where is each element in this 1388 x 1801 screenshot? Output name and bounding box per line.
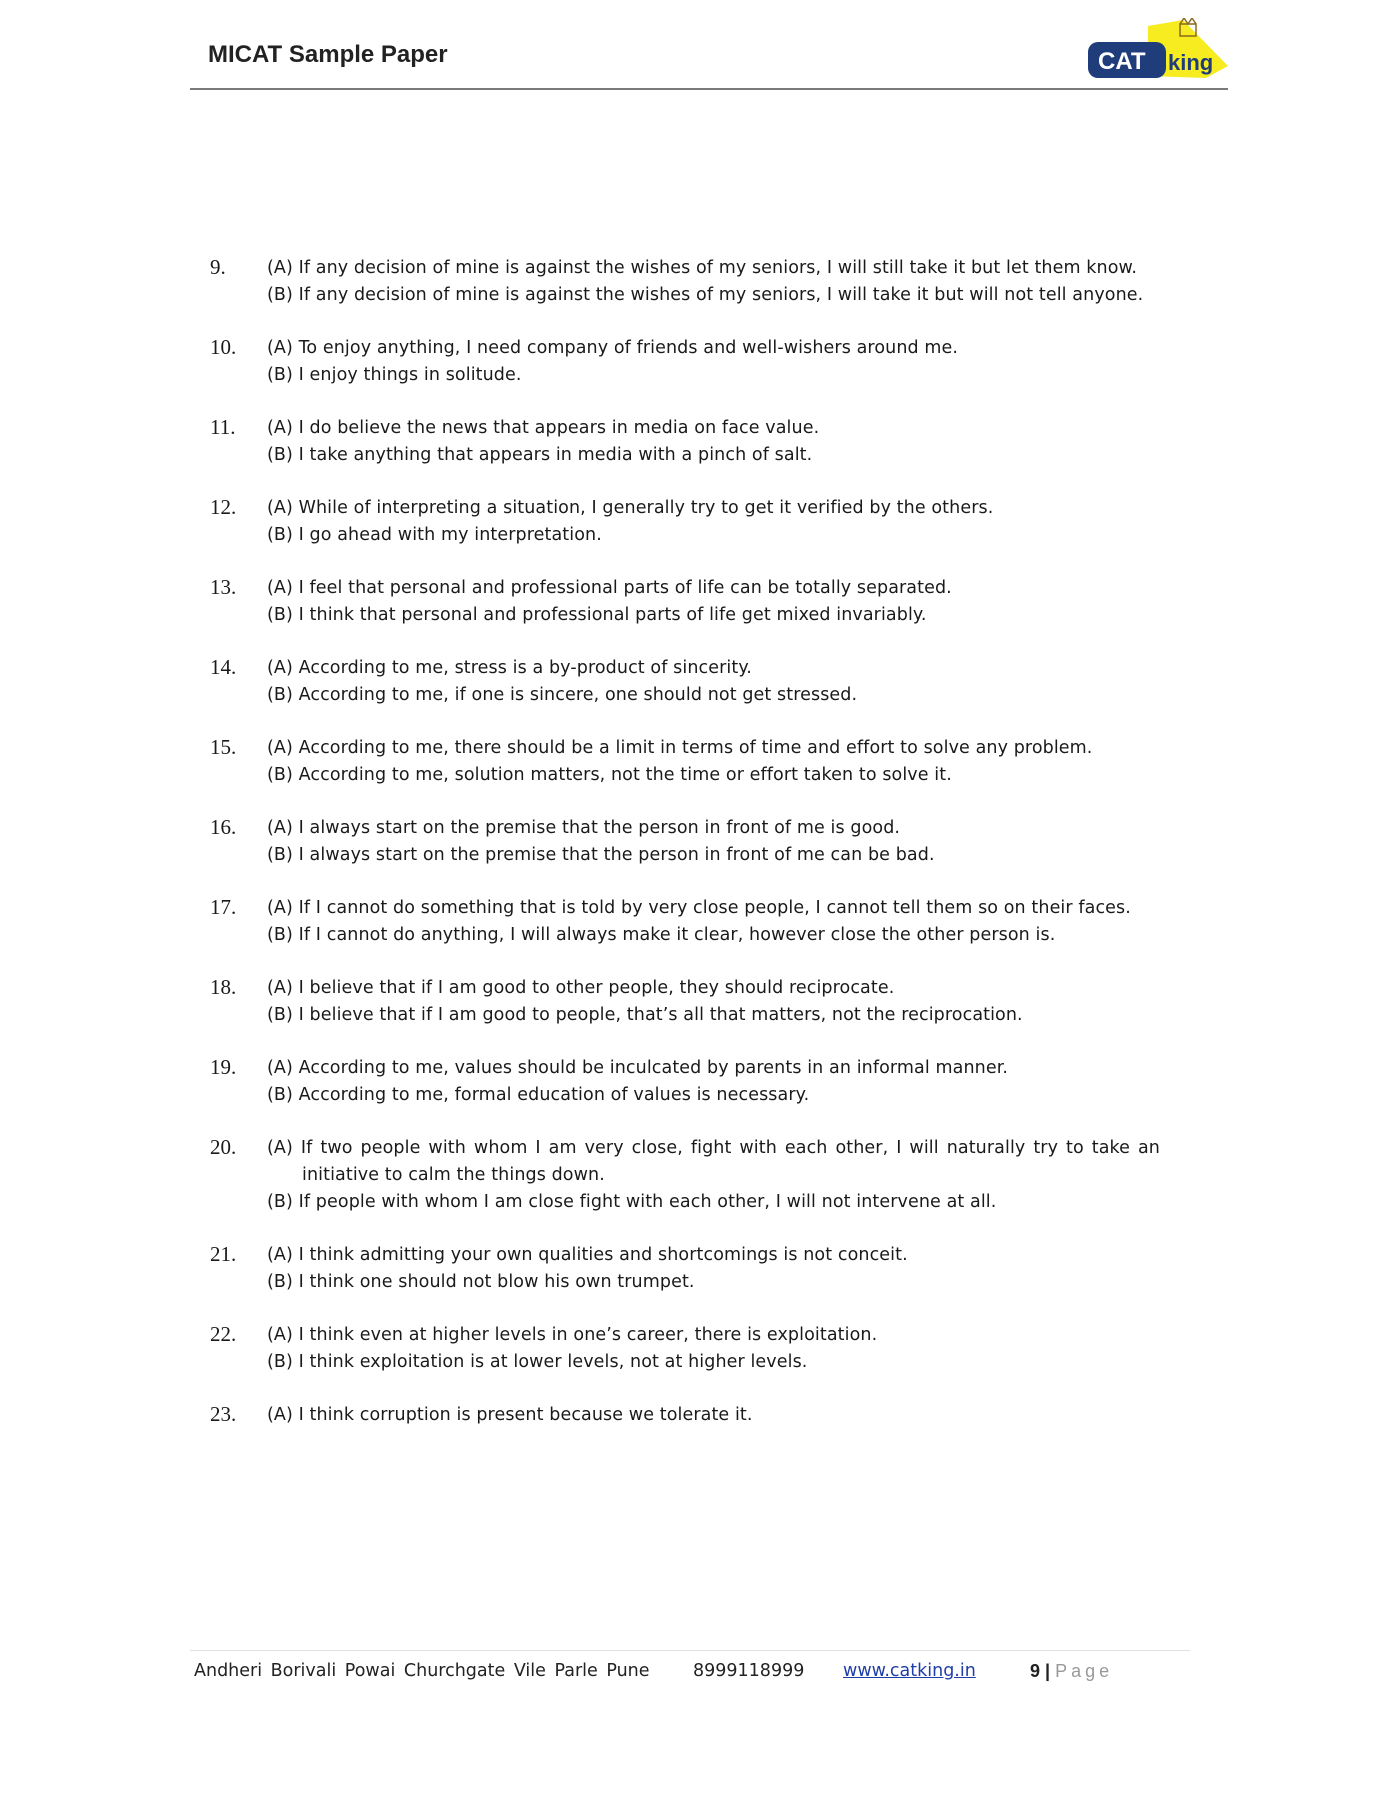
question-number: 10. — [210, 335, 237, 359]
question-item — [0, 655, 1388, 709]
question-number: 22. — [210, 1322, 237, 1346]
question-number: 9. — [210, 255, 226, 279]
question-option: (B) If I cannot do anything, I will always make it clear, however close the other person is. — [267, 925, 1056, 945]
question-number: 17. — [210, 895, 237, 919]
footer-website-link[interactable]: www.catking.in — [843, 1661, 976, 1681]
footer-phone: 8999118999 — [693, 1661, 805, 1681]
question-option: (B) If any decision of mine is against the wishes of my seniors, I will take it but will not tell anyone. — [267, 285, 1144, 305]
question-list — [0, 255, 1388, 1455]
question-number: 15. — [210, 735, 237, 759]
question-option: (A) I do believe the news that appears in media on face value. — [267, 418, 820, 438]
logo-cat-text: CAT — [1098, 48, 1146, 75]
question-number: 19. — [210, 1055, 237, 1079]
question-option: (A) If two people with whom I am very close, fight with each other, I will naturally try to take an initiative to calm the things down. — [267, 1138, 1160, 1185]
question-item — [0, 895, 1388, 949]
question-number: 18. — [210, 975, 237, 999]
question-number: 20. — [210, 1135, 237, 1159]
question-option: (B) I always start on the premise that the person in front of me can be bad. — [267, 845, 935, 865]
question-option: (A) If any decision of mine is against the wishes of my seniors, I will still take it but let them know. — [267, 258, 1137, 278]
question-number: 13. — [210, 575, 237, 599]
page-header — [190, 0, 1228, 90]
question-item — [0, 815, 1388, 869]
question-option: (A) I think admitting your own qualities and shortcomings is not conceit. — [267, 1245, 908, 1265]
logo-king-text: king — [1168, 50, 1214, 75]
question-number: 12. — [210, 495, 237, 519]
question-option: (B) I think that personal and professional parts of life get mixed invariably. — [267, 605, 927, 625]
question-option: (A) According to me, there should be a limit in terms of time and effort to solve any problem. — [267, 738, 1093, 758]
page-separator: | — [1045, 1661, 1051, 1681]
question-number: 16. — [210, 815, 237, 839]
question-item — [0, 1055, 1388, 1109]
question-item — [0, 255, 1388, 309]
question-option: (A) According to me, values should be inculcated by parents in an informal manner. — [267, 1058, 1009, 1078]
question-option: (B) I go ahead with my interpretation. — [267, 525, 602, 545]
question-option: (A) To enjoy anything, I need company of friends and well-wishers around me. — [267, 338, 959, 358]
question-item — [0, 1135, 1388, 1216]
question-option: (A) If I cannot do something that is told by very close people, I cannot tell them so on their faces. — [267, 898, 1131, 918]
question-option: (A) I think corruption is present because we tolerate it. — [267, 1405, 753, 1425]
question-item — [0, 415, 1388, 469]
question-option: (B) According to me, formal education of values is necessary. — [267, 1085, 810, 1105]
footer-locations: Andheri Borivali Powai Churchgate Vile Parle Pune — [194, 1661, 650, 1681]
question-option: (A) I feel that personal and professional parts of life can be totally separated. — [267, 578, 952, 598]
question-option: (B) I believe that if I am good to people, that’s all that matters, not the reciprocation. — [267, 1005, 1023, 1025]
page-footer — [190, 1650, 1190, 1691]
catking-logo — [1088, 18, 1228, 84]
question-option: (A) I think even at higher levels in one’s career, there is exploitation. — [267, 1325, 878, 1345]
question-option: (A) While of interpreting a situation, I generally try to get it verified by the others. — [267, 498, 994, 518]
question-option: (B) I take anything that appears in media with a pinch of salt. — [267, 445, 813, 465]
question-option: (B) According to me, solution matters, not the time or effort taken to solve it. — [267, 765, 952, 785]
question-option: (A) According to me, stress is a by-product of sincerity. — [267, 658, 752, 678]
question-item — [0, 975, 1388, 1029]
question-number: 23. — [210, 1402, 237, 1426]
question-item — [0, 735, 1388, 789]
question-item — [0, 1322, 1388, 1376]
question-option: (B) I think exploitation is at lower levels, not at higher levels. — [267, 1352, 808, 1372]
document-title: MICAT Sample Paper — [208, 41, 448, 68]
question-option: (B) I enjoy things in solitude. — [267, 365, 522, 385]
question-number: 14. — [210, 655, 237, 679]
page-word: Page — [1055, 1661, 1114, 1681]
question-item — [0, 335, 1388, 389]
question-option: (A) I always start on the premise that the person in front of me is good. — [267, 818, 901, 838]
question-option: (A) I believe that if I am good to other people, they should reciprocate. — [267, 978, 895, 998]
question-item — [0, 575, 1388, 629]
question-item — [0, 495, 1388, 549]
question-item — [0, 1242, 1388, 1296]
page-number: 9 — [1030, 1661, 1041, 1681]
footer-page-indicator — [1030, 1661, 1113, 1682]
question-option: (B) If people with whom I am close fight with each other, I will not intervene at all. — [267, 1192, 997, 1212]
question-option: (B) According to me, if one is sincere, one should not get stressed. — [267, 685, 858, 705]
question-number: 21. — [210, 1242, 237, 1266]
question-option: (B) I think one should not blow his own trumpet. — [267, 1272, 695, 1292]
question-number: 11. — [210, 415, 236, 439]
question-item — [0, 1402, 1388, 1429]
